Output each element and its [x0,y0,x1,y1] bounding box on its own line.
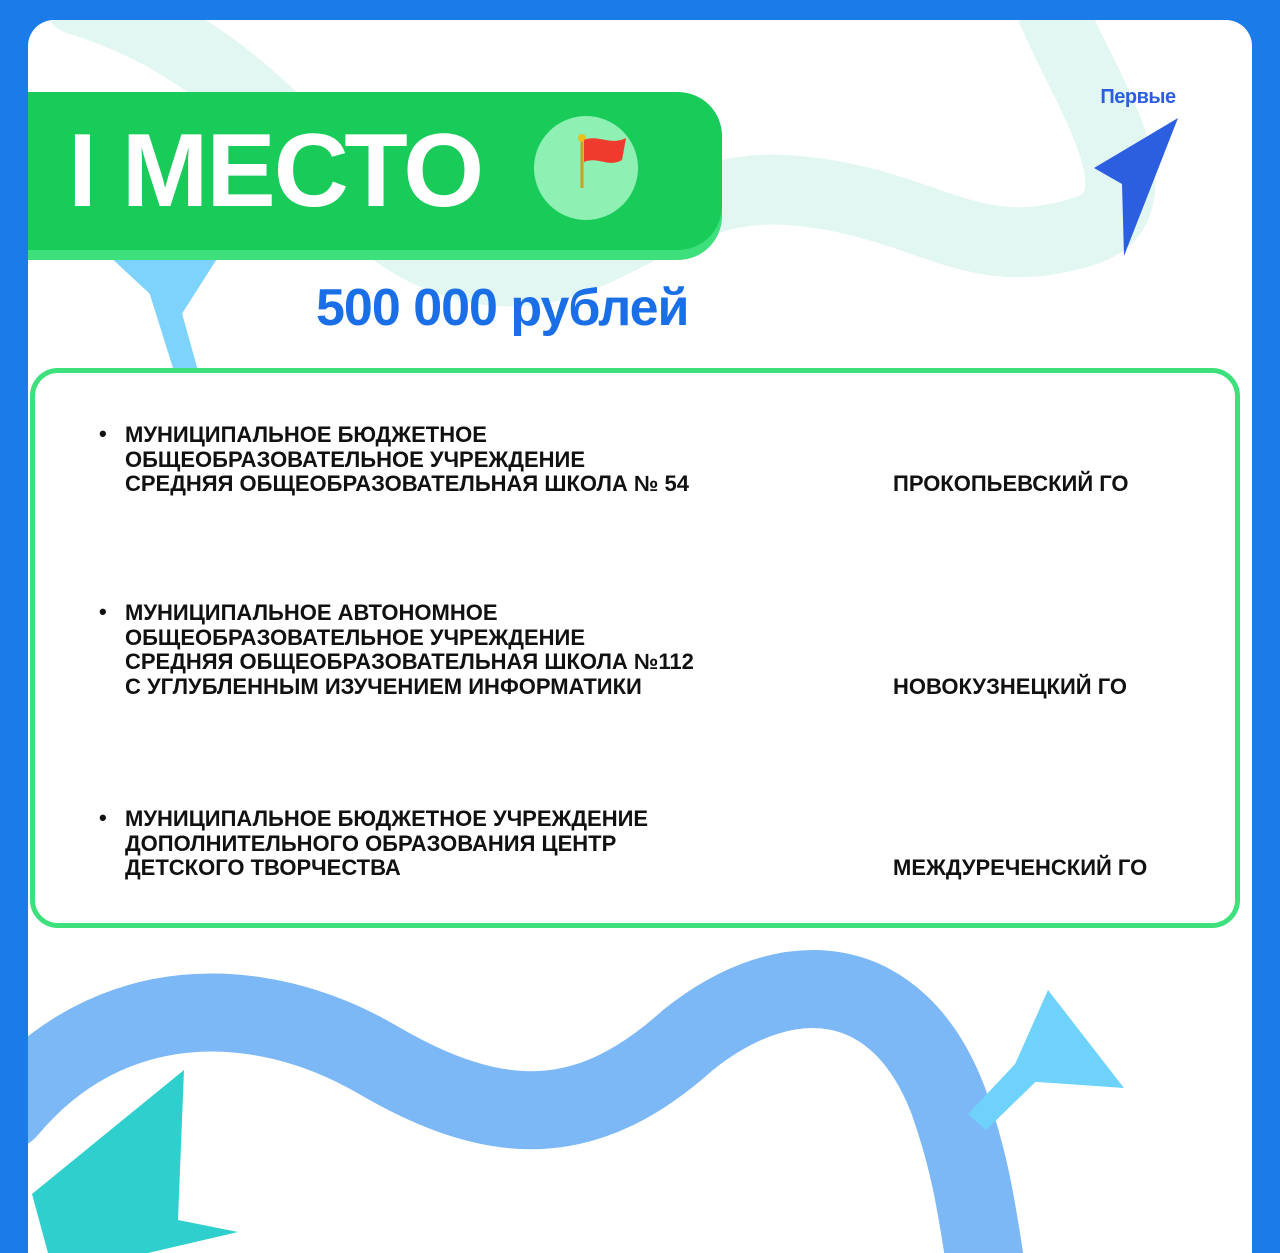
prize-amount: 500 000 рублей [316,279,689,337]
brand-logo [1088,86,1188,266]
arrow-bottom-right-icon [968,990,1124,1130]
institution-name: МУНИЦИПАЛЬНОЕ АВТОНОМНОЕ ОБЩЕОБРАЗОВАТЕЛЬНОЕ УЧРЕЖДЕНИЕ СРЕДНЯЯ ОБЩЕОБРАЗОВАТЕЛЬНАЯ ШКОЛА №112 С УГЛУБЛЕННЫМ ИЗУЧЕНИЕМ ИНФОРМАТИКИ [125,600,694,699]
place-title: I МЕСТО [68,113,483,229]
bullet: • [99,599,107,624]
bullet: • [99,421,107,446]
bullet: • [99,805,107,830]
award-card [28,20,1252,1253]
arrow-logo-icon [1088,110,1188,260]
arrow-top-left-icon [108,232,234,384]
winners-list [30,368,1240,928]
red-flag-icon [534,116,638,220]
institution-name: МУНИЦИПАЛЬНОЕ БЮДЖЕТНОЕ ОБЩЕОБРАЗОВАТЕЛЬНОЕ УЧРЕЖДЕНИЕ СРЕДНЯЯ ОБЩЕОБРАЗОВАТЕЛЬНАЯ ШКОЛА № 54 [125,422,689,496]
place-banner [28,92,722,250]
institution-name: МУНИЦИПАЛЬНОЕ БЮДЖЕТНОЕ УЧРЕЖДЕНИЕ ДОПОЛНИТЕЛЬНОГО ОБРАЗОВАНИЯ ЦЕНТР ДЕТСКОГО ТВОРЧЕСТВА [125,806,649,880]
region-name: ПРОКОПЬЕВСКИЙ ГО [893,471,1129,496]
brand-name: Первые [1100,86,1176,108]
region-name: МЕЖДУРЕЧЕНСКИЙ ГО [893,855,1148,880]
region-name: НОВОКУЗНЕЦКИЙ ГО [893,674,1127,699]
